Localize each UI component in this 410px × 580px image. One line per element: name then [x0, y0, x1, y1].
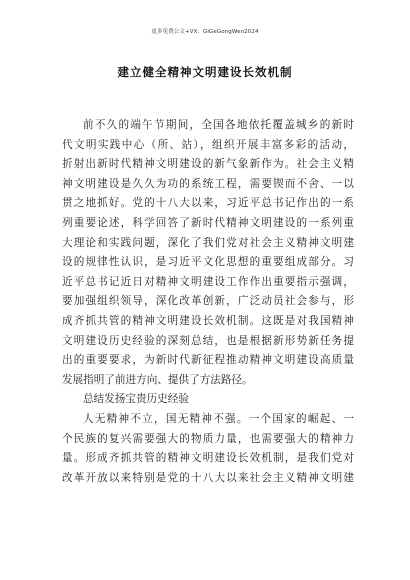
paragraph-line: 近平总书记近日对精神文明建设工作作出重要指示强调， — [62, 275, 354, 288]
paragraph-line: 贯之地抓好。党的十八大以来，习近平总书记作出的一系 — [62, 197, 354, 210]
paragraph-line: 设的规律性认识，是习近平文化思想的重要组成部分。习 — [62, 256, 354, 269]
paragraph-line: 列重要论述，科学回答了新时代精神文明建设的一系列重 — [62, 216, 354, 229]
paragraph-line: 要加强组织领导，深化改革创新，广泛动员社会参与，形 — [62, 295, 354, 308]
paragraph-line: 出的重要要求，为新时代新征程推动精神文明建设高质量 — [62, 354, 354, 367]
paragraph-line: 量。形成齐抓共管的精神文明建设长效机制，是我们党对 — [62, 452, 354, 465]
paragraph-line: 折射出新时代精神文明建设的新气象新作为。社会主义精 — [62, 158, 354, 171]
paragraph-line: 人无精神不立，国无精神不强。一个国家的崛起、一 — [83, 412, 354, 425]
paragraph-line: 前不久的端午节期间，全国各地依托覆盖城乡的新时 — [83, 119, 354, 131]
paragraph-line: 大理论和实践问题，深化了我们党对社会主义精神文明建 — [62, 236, 354, 249]
paragraph-line: 成齐抓共管的精神文明建设长效机制。这既是对我国精神 — [62, 314, 354, 327]
document-title: 建立健全精神文明建设长效机制 — [117, 65, 293, 79]
section-heading: 总结发扬宝贵历史经验 — [83, 393, 189, 406]
paragraph-line: 发展指明了前进方向、提供了方法路径。 — [62, 373, 253, 386]
header-note: 更多免费公文+VX：GiGeGongWen2024 — [151, 29, 259, 35]
paragraph-line: 文明建设历史经验的深刻总结，也是根据新形势新任务提 — [62, 334, 354, 347]
paragraph-line: 代文明实践中心（所、站），组织开展丰富多彩的活动， — [62, 138, 354, 151]
paragraph-line: 神文明建设是久久为功的系统工程，需要锲而不舍、一以 — [62, 177, 354, 190]
paragraph-line: 个民族的复兴需要强大的物质力量，也需要强大的精神力 — [62, 432, 354, 445]
paragraph-line: 改革开放以来特别是党的十八大以来社会主义精神文明建 — [62, 471, 354, 484]
document-body — [62, 116, 354, 488]
